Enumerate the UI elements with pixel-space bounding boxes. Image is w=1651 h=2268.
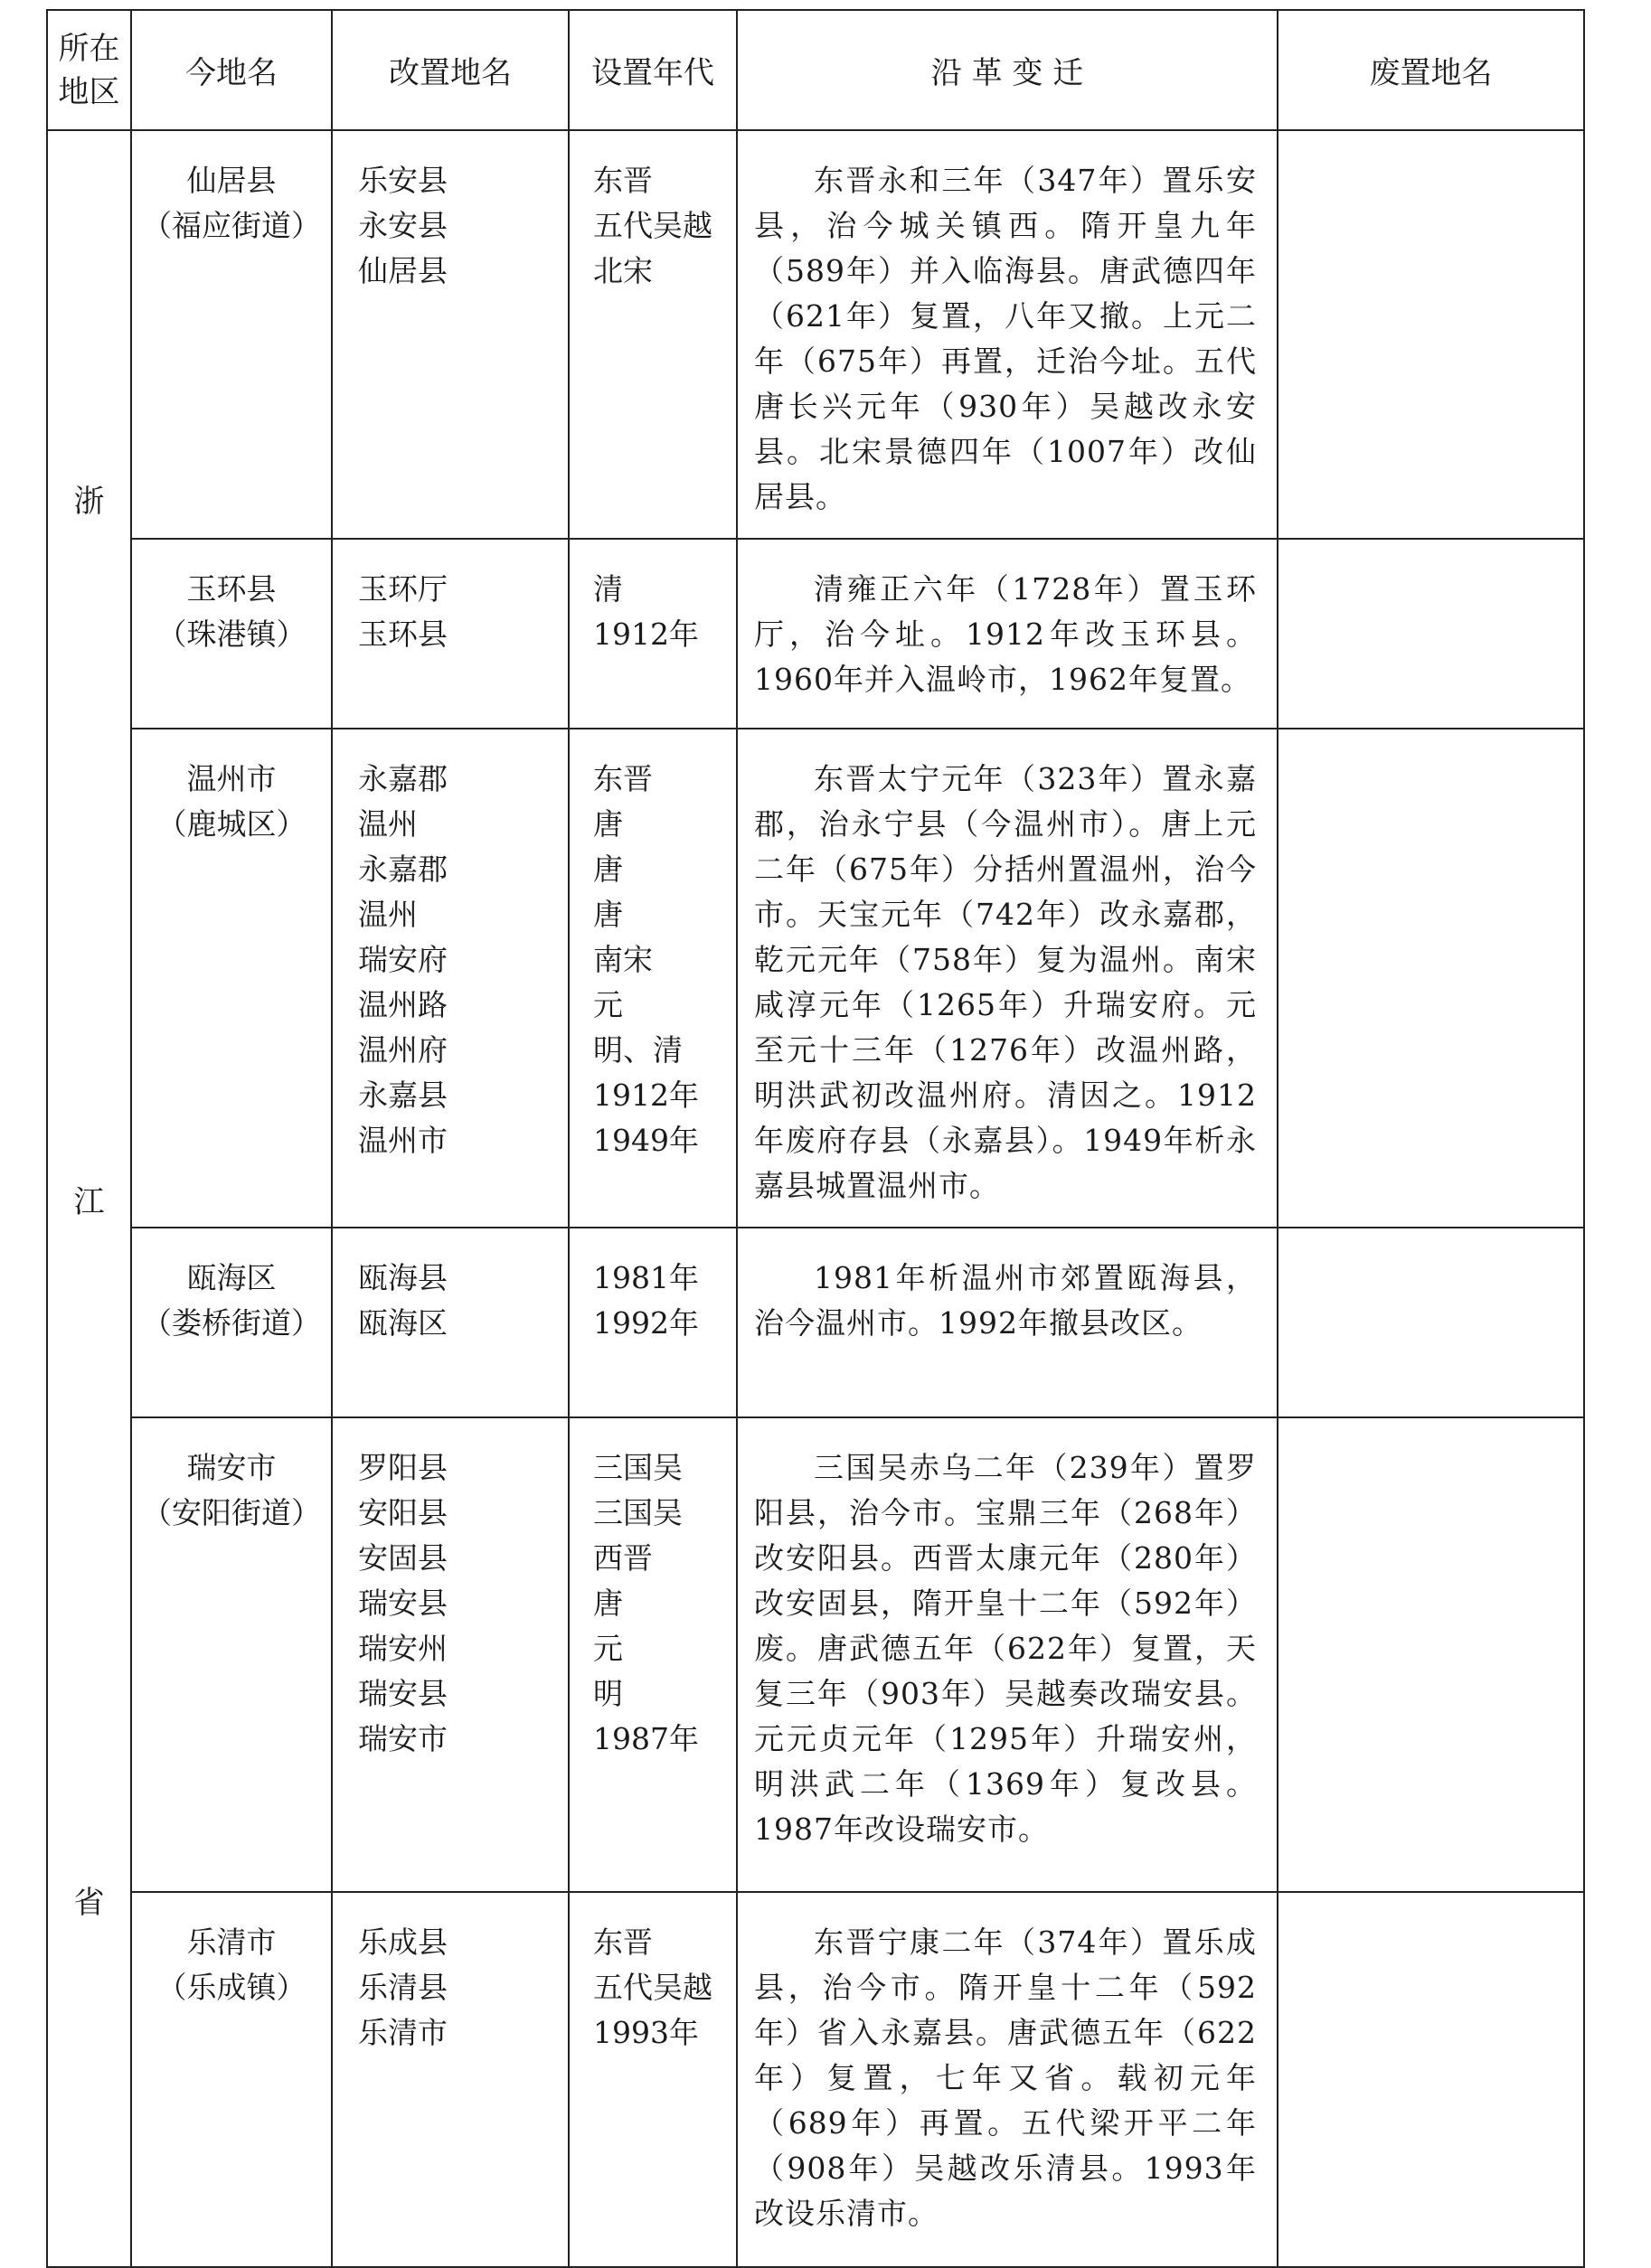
era-item: 唐 [593,1586,623,1621]
table-row [47,1228,1584,1417]
header-region-line: 所在 [58,30,120,67]
header-row [47,10,1584,130]
current-name: 瓯海区 [186,1260,277,1295]
renamed-item: 温州 [358,897,418,932]
era-item: 唐 [593,852,623,887]
era-list [569,1228,737,1417]
current-name: 玉环县 [186,571,277,607]
header-region [47,10,131,130]
current-name-cell [131,729,332,1228]
era-item: 东晋 [593,163,653,198]
renamed-item: 永安县 [358,208,448,243]
history-text: 1981年析温州市郊置瓯海县，治今温州市。1992年撤县改区。 [737,1228,1278,1417]
renamed-item: 瑞安府 [358,942,448,977]
renamed-list [332,539,569,729]
renamed-item: 瑞安市 [358,1721,448,1756]
evolution-table [46,9,1585,2268]
renamed-item: 乐成县 [358,1925,448,1960]
era-item: 三国吴 [593,1450,683,1485]
history-text: 三国吴赤乌二年（239年）置罗阳县，治今市。宝鼎三年（268年）改安阳县。西晋太康元年（280年）改安固县，隋开皇十二年（592年）废。唐武德五年（622年）复置，天复三年（903年）吴越奏改瑞安县。元元贞元年（1295年）升瑞安州，明洪武二年（1369年）复改县。1987年改设瑞安市。 [737,1417,1278,1892]
renamed-item: 玉环县 [358,616,448,652]
renamed-item: 温州市 [358,1123,448,1158]
renamed-item: 温州府 [358,1032,448,1068]
renamed-item: 乐清市 [358,2015,448,2050]
renamed-item: 永嘉县 [358,1078,448,1113]
abolished-cell [1278,130,1584,539]
abolished-cell [1278,729,1584,1228]
era-item: 1993年 [593,2015,699,2050]
header-abolished: 废置地名 [1278,10,1584,130]
table-row [47,539,1584,729]
era-item: 元 [593,1631,623,1666]
era-item: 1912年 [593,1078,699,1113]
current-name-cell [131,1892,332,2267]
renamed-item: 乐安县 [358,163,448,198]
current-name: 仙居县 [186,163,277,198]
renamed-list [332,130,569,539]
seat-name: （安阳街道） [142,1495,321,1530]
seat-name: （珠港镇） [156,616,307,652]
era-item: 1987年 [593,1721,699,1756]
renamed-item: 瑞安县 [358,1676,448,1711]
era-item: 明、清 [593,1032,683,1068]
era-item: 1992年 [593,1305,699,1341]
header-renamed-name: 改置地名 [332,10,569,130]
renamed-item: 玉环厅 [358,571,448,607]
renamed-list [332,1892,569,2267]
era-list [569,1892,737,2267]
region-cell [47,130,131,2267]
header-region-line: 地区 [58,73,120,110]
era-item: 明 [593,1676,623,1711]
renamed-item: 罗阳县 [358,1450,448,1485]
seat-name: （乐成镇） [156,1970,307,2005]
seat-name: （福应街道） [142,208,321,243]
history-text: 东晋宁康二年（374年）置乐成县，治今市。隋开皇十二年（592年）省入永嘉县。唐武德五年（622年）复置，七年又省。载初元年（689年）再置。五代梁开平二年（908年）吴越改乐清县。1993年改设乐清市。 [737,1892,1278,2267]
renamed-item: 永嘉郡 [358,852,448,887]
region-label [48,148,130,2250]
region-char: 省 [73,1884,105,1921]
era-item: 唐 [593,897,623,932]
current-name-cell [131,130,332,539]
era-item: 西晋 [593,1540,653,1576]
abolished-cell [1278,1892,1584,2267]
era-item: 1981年 [593,1260,699,1295]
renamed-item: 安阳县 [358,1495,448,1530]
abolished-cell [1278,539,1584,729]
renamed-item: 永嘉郡 [358,761,448,796]
table-row [47,1892,1584,2267]
region-char: 浙 [73,483,105,520]
header-current-name: 今地名 [131,10,332,130]
era-list [569,729,737,1228]
renamed-item: 安固县 [358,1540,448,1576]
era-item: 1949年 [593,1123,699,1158]
era-item: 五代吴越 [593,208,712,243]
abolished-cell [1278,1228,1584,1417]
history-text: 东晋永和三年（347年）置乐安县，治今城关镇西。隋开皇九年（589年）并入临海县。唐武德四年（621年）复置，八年又撤。上元二年（675年）再置，迁治今址。五代唐长兴元年（930年）吴越改永安县。北宋景德四年（1007年）改仙居县。 [737,130,1278,539]
era-item: 元 [593,987,623,1022]
current-name-cell [131,1417,332,1892]
header-era: 设置年代 [569,10,737,130]
era-item: 东晋 [593,761,653,796]
abolished-cell [1278,1417,1584,1892]
era-item: 北宋 [593,253,653,288]
era-list [569,539,737,729]
current-name: 温州市 [186,761,277,796]
header-history: 沿 革 变 迁 [737,10,1278,130]
seat-name: （娄桥街道） [142,1305,321,1341]
renamed-item: 温州路 [358,987,448,1022]
table-row [47,130,1584,539]
region-char: 江 [73,1183,105,1220]
current-name: 瑞安市 [186,1450,277,1485]
renamed-list [332,729,569,1228]
renamed-list [332,1228,569,1417]
renamed-item: 瑞安县 [358,1586,448,1621]
seat-name: （鹿城区） [156,806,307,842]
era-item: 1912年 [593,616,699,652]
table-row [47,1417,1584,1892]
era-item: 清 [593,571,623,607]
renamed-item: 温州 [358,806,418,842]
renamed-item: 乐清县 [358,1970,448,2005]
current-name-cell [131,1228,332,1417]
current-name-cell [131,539,332,729]
renamed-list [332,1417,569,1892]
era-item: 三国吴 [593,1495,683,1530]
era-item: 东晋 [593,1925,653,1960]
renamed-item: 仙居县 [358,253,448,288]
renamed-item: 瓯海区 [358,1305,448,1341]
era-list [569,130,737,539]
era-item: 南宋 [593,942,653,977]
history-text: 清雍正六年（1728年）置玉环厅，治今址。1912年改玉环县。1960年并入温岭市，1962年复置。 [737,539,1278,729]
renamed-item: 瑞安州 [358,1631,448,1666]
era-item: 唐 [593,806,623,842]
era-list [569,1417,737,1892]
table-row [47,729,1584,1228]
history-text: 东晋太宁元年（323年）置永嘉郡，治永宁县（今温州市）。唐上元二年（675年）分括州置温州，治今市。天宝元年（742年）改永嘉郡，乾元元年（758年）复为温州。南宋咸淳元年（1265年）升瑞安府。元至元十三年（1276年）改温州路，明洪武初改温州府。清因之。1912年废府存县（永嘉县）。1949年析永嘉县城置温州市。 [737,729,1278,1228]
era-item: 五代吴越 [593,1970,712,2005]
renamed-item: 瓯海县 [358,1260,448,1295]
current-name: 乐清市 [186,1925,277,1960]
